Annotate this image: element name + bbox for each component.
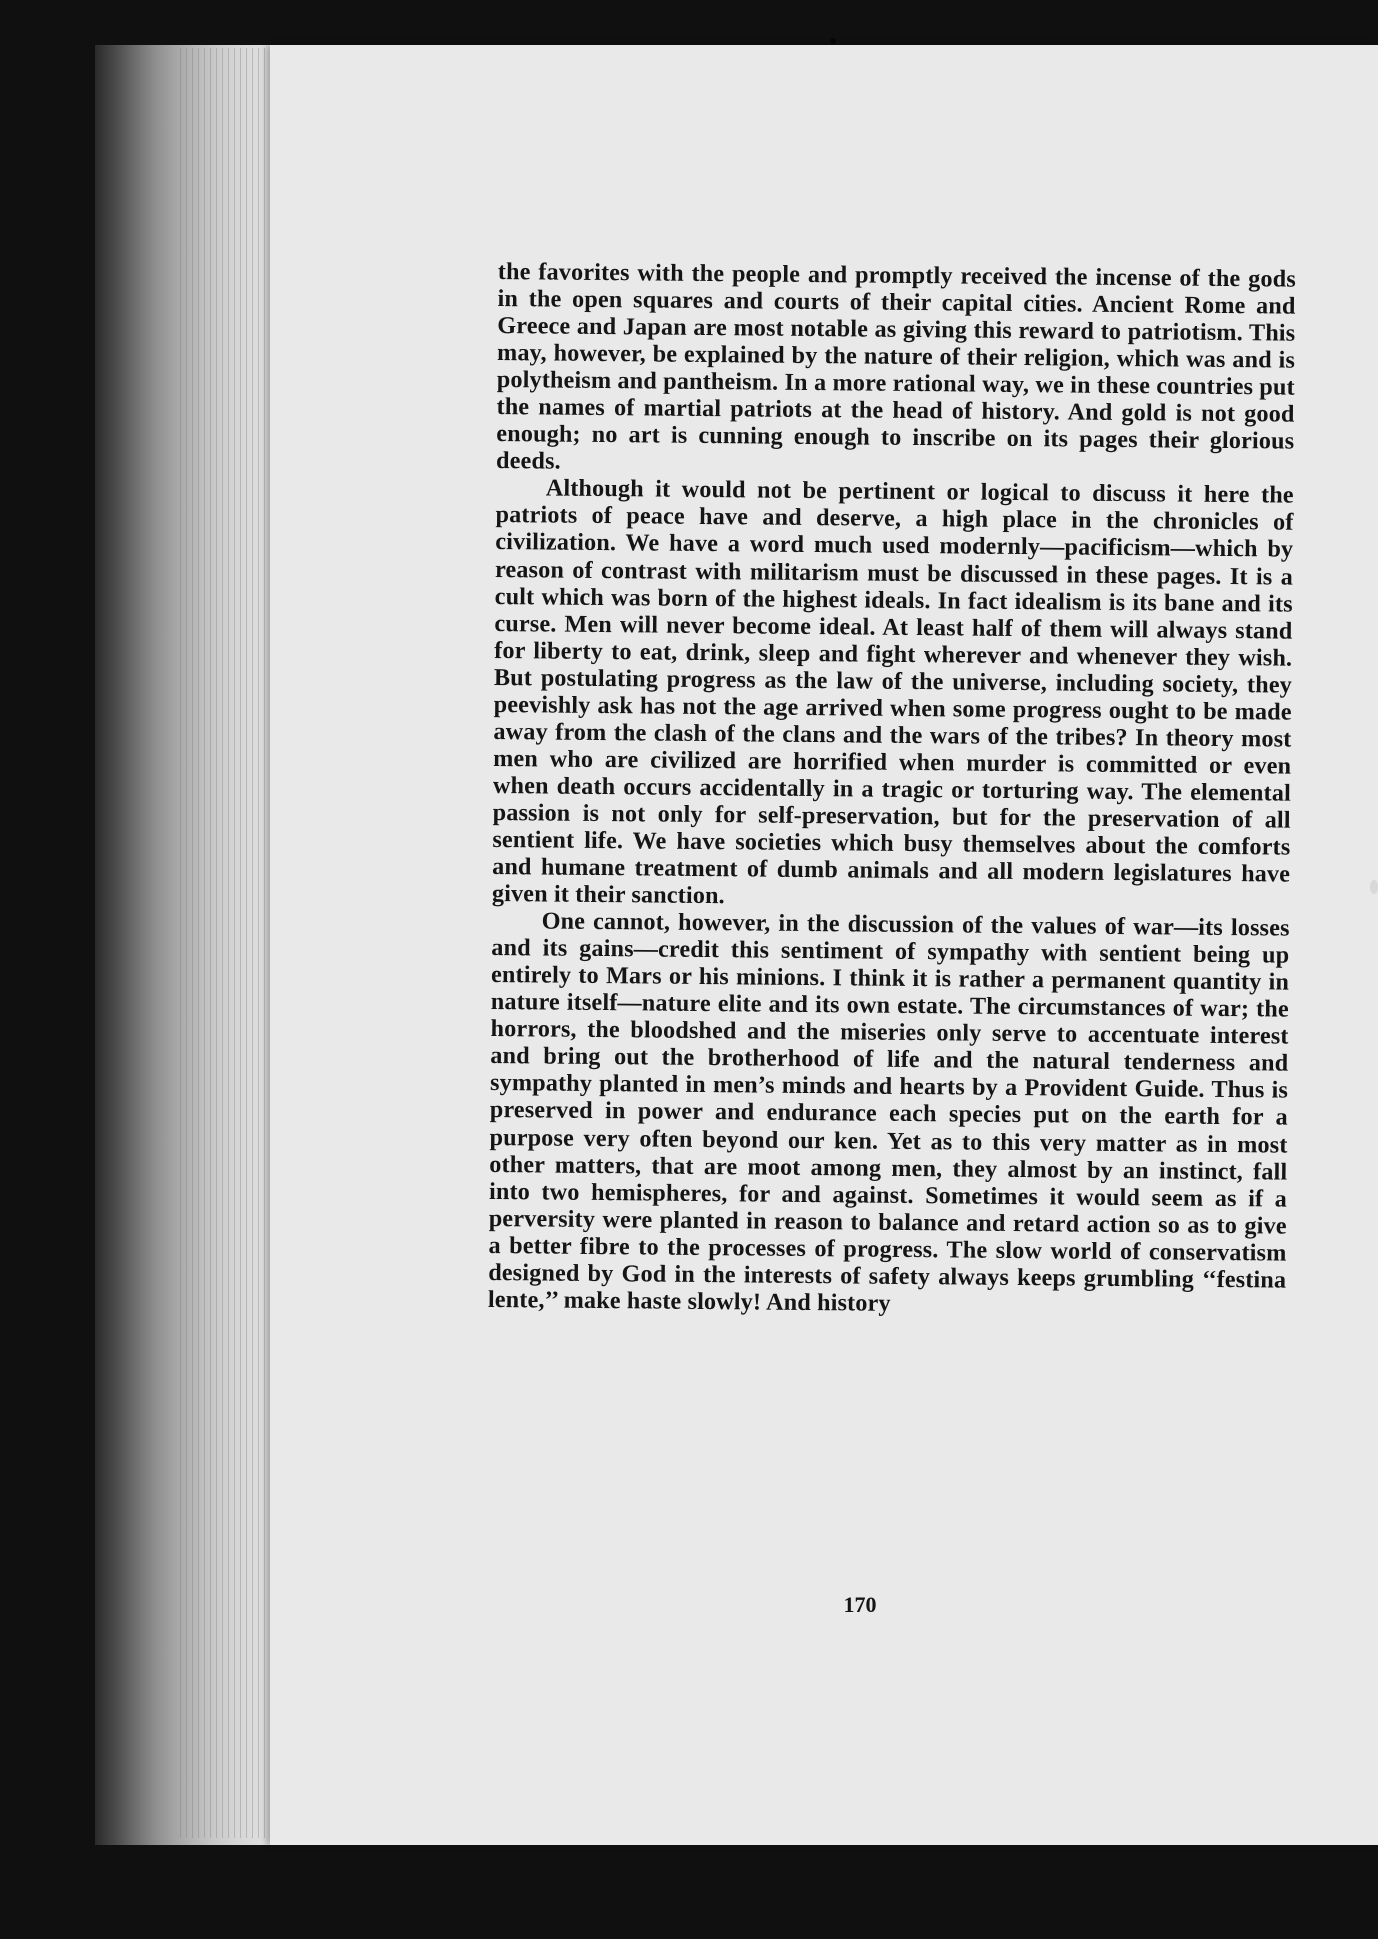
- scan-speck: [830, 38, 836, 44]
- paragraph: One cannot, however, in the discussion of the values of war—its losses and its gains—credit this sentiment of sympathy with sentient being up entirely to Mars or his minions. I think it is rather a permanent quantity in nature itself—nature elite and its own estate. The circumstances of war; the horrors, the bloodshed and the miseries only serve to accentuate interest and bring out the brotherhood of life and the natural tenderness and sympathy planted in men’s minds and hearts by a Provident Guide. Thus is preserved in power and endurance each species put on the earth for a purpose very often beyond our ken. Yet as to this very matter as in most other matters, that are moot among men, they almost by an instinct, fall into two hemispheres, for and against. Sometimes it would seem as if a perversity were planted in reason to balance and retard action so as to give a better fibre to the processes of progress. The slow world of conservatism designed by God in the interests of safety always keeps grumbling ‘‘festina lente,’’ make haste slowly! And history: [487, 907, 1290, 1317]
- paragraph: Although it would not be pertinent or logical to discuss it here the patriots of peace have and deserve, a high place in the chronicles of civilization. We have a word much used modernly—pacificism—which by reason of contrast with militarism must be discussed in these pages. It is a cult which was born of the highest ideals. In fact idealism is its bane and its curse. Men will never become ideal. At least half of them will always stand for liberty to eat, drink, sleep and fight wherever and whenever they wish. But postulating progress as the law of the universe, including society, they peevishly ask has not the age arrived when some progress ought to be made away from the clash of the clans and the wars of the tribes? In theory most men who are civilized are horrified when murder is committed or even when death occurs accidentally in a tragic or torturing way. The elemental passion is not only for self-preservation, but for the preservation of all sentient life. We have societies which busy themselves about the comforts and humane treatment of dumb animals and all modern legislatures have given it their sanction.: [491, 474, 1294, 910]
- book-page-edge-lines: [180, 48, 280, 1838]
- scan-speck: [1370, 880, 1378, 894]
- page-number: 170: [843, 1592, 877, 1617]
- paragraph: the favorites with the people and promptly received the incense of the gods in the open squares and courts of their capital cities. Ancient Rome and Greece and Japan are most notable as giving this reward to patriotism. This may, however, be explained by the nature of their religion, which was and is polytheism and pantheism. In a more rational way, we in these countries put the names of martial patriots at the head of history. And gold is not good enough; no art is cunning enough to inscribe on its pages their glorious deeds.: [495, 258, 1296, 475]
- page-text: [488, 258, 1296, 1320]
